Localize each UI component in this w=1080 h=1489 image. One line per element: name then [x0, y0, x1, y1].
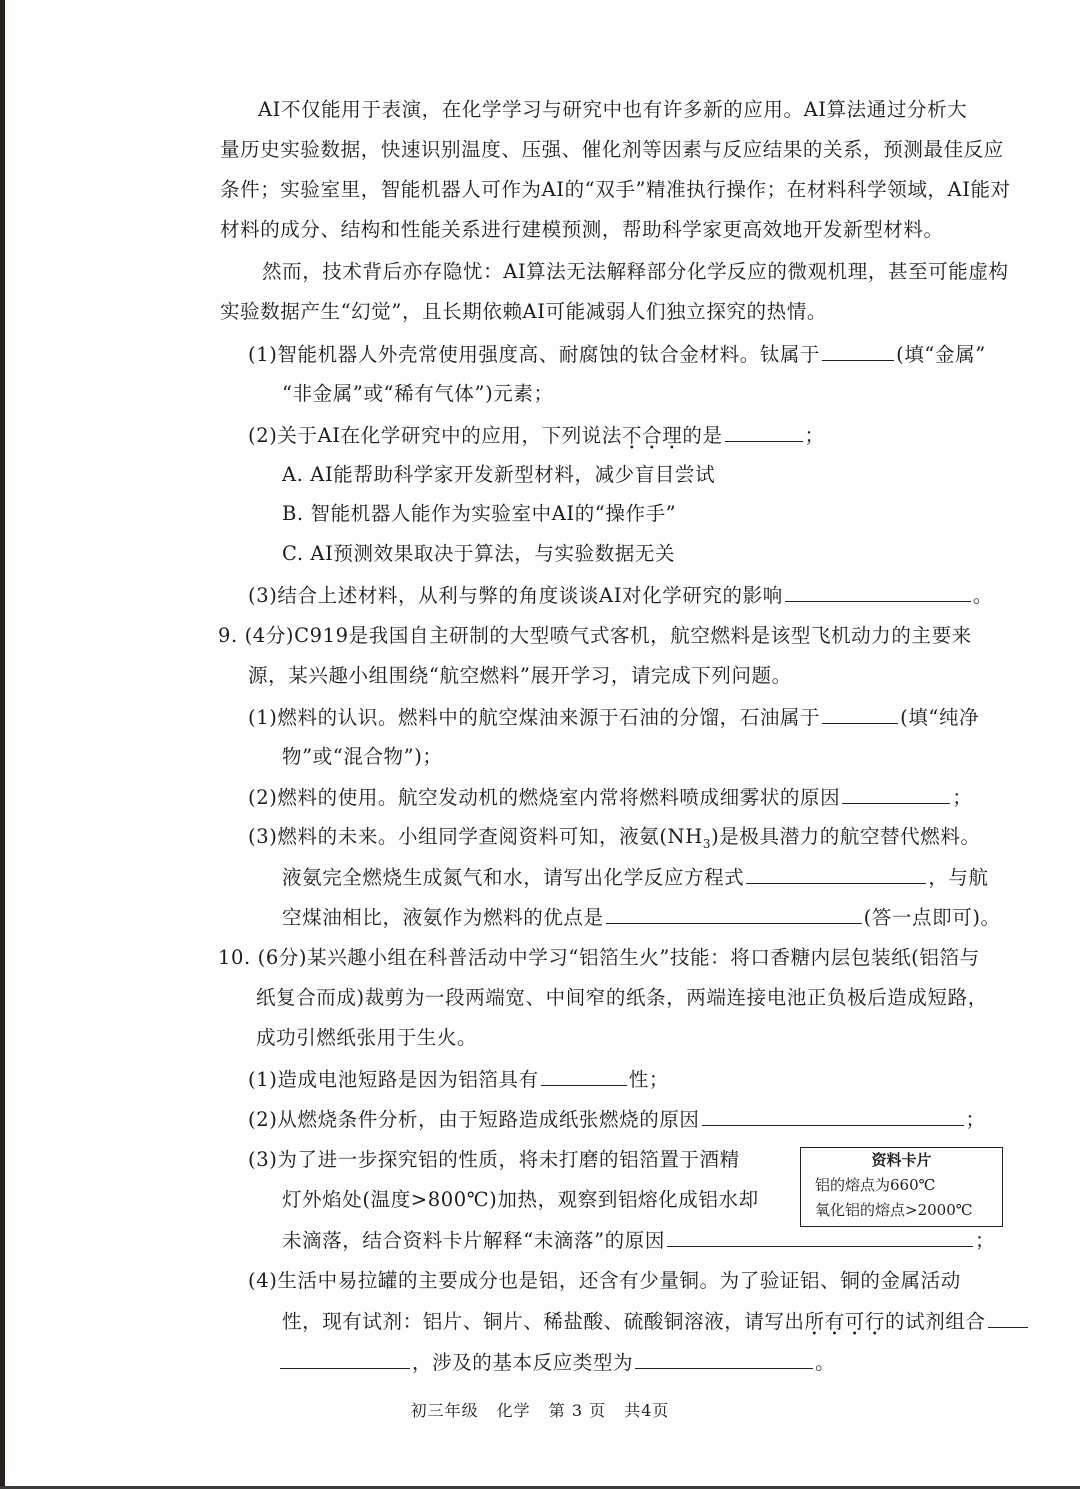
answer-blank[interactable]	[667, 1226, 973, 1247]
q8-part1-cont: “非金属”或“稀有气体”)元素；	[282, 382, 554, 405]
answer-blank[interactable]	[746, 863, 926, 884]
emphasis-char: 合	[642, 424, 663, 447]
answer-blank[interactable]	[988, 1307, 1028, 1328]
q10-heading-cont2: 成功引燃纸张用于生火。	[256, 1026, 478, 1049]
page-footer	[0, 1398, 1080, 1421]
info-card-line: 铝的熔点为660℃	[815, 1176, 936, 1194]
footer-subject: 化学	[496, 1401, 531, 1420]
passage-line: 条件；实验室里，智能机器人可作为AI的“双手”精准执行操作；在材料科学领域，AI能对	[220, 178, 1011, 201]
answer-blank[interactable]	[842, 783, 950, 804]
q10-part4-cont2: ，涉及的基本反应类型为 。	[278, 1348, 835, 1377]
option-b: B. 智能机器人能作为实验室中AI的“操作手”	[282, 502, 677, 525]
option-a: A. AI能帮助科学家开发新型材料，减少盲目尝试	[282, 463, 716, 486]
q10-part4: (4)生活中易拉罐的主要成分也是铝，还含有少量铜。为了验证铝、铜的金属活动	[248, 1269, 961, 1292]
q8-part3: (3)结合上述材料，从利与弊的角度谈谈AI对化学研究的影响 。	[248, 581, 993, 610]
option-c: C. AI预测效果取决于算法，与实验数据无关	[282, 542, 676, 565]
emphasis-char: 行	[864, 1310, 886, 1333]
q10-heading-cont: 纸复合而成)裁剪为一段两端宽、中间窄的纸条，两端连接电池正负极后造成短路，	[256, 986, 988, 1009]
passage-line: 材料的成分、结构和性能关系进行建模预测，帮助科学家更高效地开发新型材料。	[220, 218, 944, 241]
info-card	[800, 1147, 1003, 1227]
footer-total: 共4页	[624, 1401, 670, 1420]
answer-blank[interactable]	[822, 340, 894, 361]
emphasis-char: 所	[804, 1310, 825, 1333]
q10-part3-cont: 灯外焰处(温度>800℃)加热，观察到铝熔化成铝水却	[282, 1188, 759, 1211]
answer-blank[interactable]	[280, 1348, 410, 1369]
q8-part2: (2)关于AI在化学研究中的应用，下列说法不合理的是 ；	[248, 421, 825, 450]
emphasis-char: 可	[844, 1310, 865, 1333]
footer-grade: 初三年级	[410, 1401, 479, 1420]
q10-part3-cont2: 未滴落，结合资料卡片解释“未滴落”的原因 ；	[282, 1226, 995, 1255]
passage-line: 量历史实验数据，快速识别温度、压强、催化剂等因素与反应结果的关系，预测最佳反应	[220, 138, 1004, 161]
q10-heading: 10. (6分)某兴趣小组在科普活动中学习“铝箔生火”技能：将口香糖内层包装纸(铝箔与	[218, 946, 980, 969]
passage-line: AI不仅能用于表演，在化学学习与研究中也有许多新的应用。AI算法通过分析大	[258, 98, 968, 121]
info-card-title: 资料卡片	[871, 1151, 932, 1169]
q10-part4-cont: 性，现有试剂：铝片、铜片、稀盐酸、硫酸铜溶液，请写出所有可行的试剂组合	[282, 1307, 1030, 1336]
q10-part3: (3)为了进一步探究铝的性质，将未打磨的铝箔置于酒精	[248, 1148, 740, 1171]
q9-part1-cont: 物”或“混合物”)；	[282, 745, 443, 768]
q9-part3-cont: 液氨完全燃烧生成氮气和水，请写出化学反应方程式 ，与航	[282, 863, 989, 892]
answer-blank[interactable]	[635, 1348, 813, 1369]
q9-part3: (3)燃料的未来。小组同学查阅资料可知，液氨$(NH_3)$是极具潜力的航空替代燃料。	[248, 825, 981, 851]
q9-part1: (1)燃料的认识。燃料中的航空煤油来源于石油的分馏，石油属于 (填“纯净	[248, 703, 979, 732]
answer-blank[interactable]	[541, 1065, 627, 1086]
q9-part2: (2)燃料的使用。航空发动机的燃烧室内常将燃料喷成细雾状的原因 ；	[248, 783, 972, 812]
emphasis-char: 有	[824, 1310, 845, 1333]
passage-line: 然而，技术背后亦存隐忧：AI算法无法解释部分化学反应的微观机理，甚至可能虚构	[262, 260, 1009, 283]
q10-part1: (1)造成电池短路是因为铝箔具有 性；	[248, 1065, 669, 1094]
emphasis-char: 理	[662, 424, 683, 447]
passage-line: 实验数据产生“幻觉”，且长期依赖AI可能减弱人们独立探究的热情。	[220, 300, 827, 323]
q9-heading-cont: 源，某兴趣小组围绕“航空燃料”展开学习，请完成下列问题。	[248, 664, 792, 687]
info-card-line: 氧化铝的熔点>2000℃	[815, 1201, 973, 1219]
answer-blank[interactable]	[606, 903, 862, 924]
answer-blank[interactable]	[725, 421, 803, 442]
answer-blank[interactable]	[702, 1105, 964, 1126]
emphasis-char: 不	[622, 424, 643, 447]
q8-part1: (1)智能机器人外壳常使用强度高、耐腐蚀的钛合金材料。钛属于 (填“金属”	[248, 340, 986, 369]
q9-part3-cont2: 空煤油相比，液氨作为燃料的优点是 (答一点即可)。	[282, 903, 1001, 932]
q9-heading: 9. (4分)C919是我国自主研制的大型喷气式客机，航空燃料是该型飞机动力的主要来	[218, 624, 972, 647]
answer-blank[interactable]	[822, 703, 898, 724]
footer-page: 第 3 页	[548, 1401, 607, 1420]
q10-part2: (2)从燃烧条件分析，由于短路造成纸张燃烧的原因 ；	[248, 1105, 986, 1134]
answer-blank[interactable]	[785, 581, 971, 602]
scan-left-edge	[0, 0, 5, 1489]
